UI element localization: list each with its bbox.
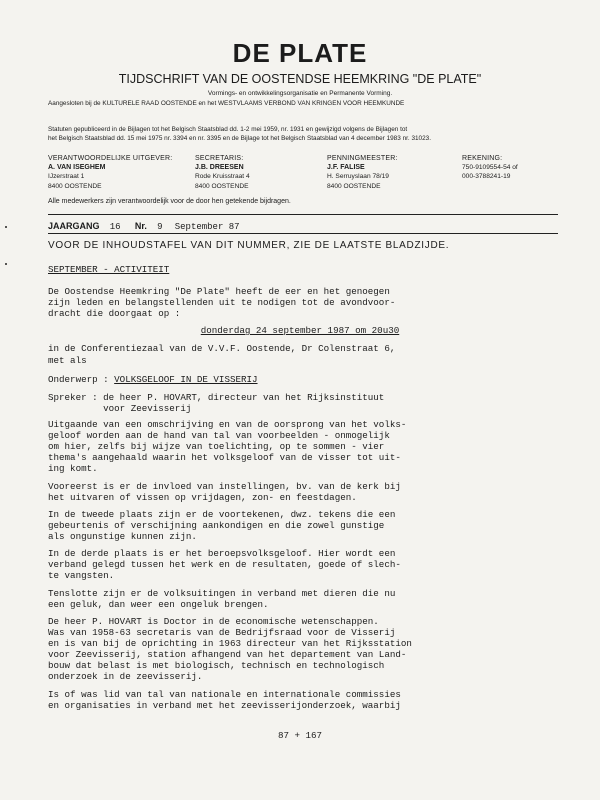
intro-line: zijn leden en belangstellenden uit te nodigen tot de avondvoor- (48, 297, 396, 308)
treasurer-heading: PENNINGMEESTER: (327, 155, 398, 162)
scan-mark (5, 263, 7, 265)
treasurer-street: H. Serruyslaan 78/19 (327, 173, 389, 181)
secretary-street: Rode Kruisstraat 4 (195, 173, 250, 181)
statutes-line-2: het Belgisch Staatsblad dd. 15 mei 1975 nr. 3394 en nr. 3395 en de Bijlage tot het Belgisch Staatsblad van 4 december 1983 nr. 31023. (48, 135, 431, 142)
jaargang-value: 16 (109, 222, 121, 232)
publisher-block (48, 154, 172, 191)
venue-line: met als (48, 355, 87, 366)
paragraph-line: Uitgaande van een omschrijving en van de oorsprong van het volks- (48, 419, 407, 430)
intro-line: De Oostendse Heemkring "De Plate" heeft de eer en het genoegen (48, 286, 390, 297)
divider-top (48, 214, 558, 215)
statutes-line-1: Statuten gepubliceerd in de Bijlagen tot het Belgisch Staatsblad dd. 1-2 mei 1959, nr. 1931 en gewijzigd volgens de Bijlagen tot (48, 126, 408, 133)
paragraph-line: onderzoek in de zeevisserij. (48, 671, 203, 682)
speaker-line: Spreker : de heer P. HOVART, directeur van het Rijksinstituut (48, 392, 385, 403)
intro-line: dracht die doorgaat op : (48, 308, 181, 319)
secretary-block (195, 154, 250, 191)
page-number: 87 + 167 (277, 730, 323, 741)
divider-bottom (48, 233, 558, 234)
paragraph-line: als ongunstige kunnen zijn. (48, 531, 197, 542)
treasurer-city: 8400 OOSTENDE (327, 182, 381, 190)
speaker-line: voor Zeevisserij (48, 403, 192, 414)
account-number-2: 000-3788241-19 (462, 173, 511, 181)
section-title: SEPTEMBER - ACTIVITEIT (48, 264, 170, 275)
organisation-tagline: Vormings- en ontwikkelingsorganisatie en Permanente Vorming. (207, 90, 393, 97)
paragraph-line: ing komt. (48, 463, 98, 474)
paragraph-line: Tenslotte zijn er de volksuitingen in verband met dieren die nu (48, 588, 396, 599)
issue-number-value: 9 (157, 222, 163, 232)
venue-line: in de Conferentiezaal van de V.V.F. Oostende, Dr Colenstraat 6, (48, 343, 396, 354)
issue-number-label: Nr. (134, 221, 147, 231)
issue-date: September 87 (174, 222, 240, 232)
jaargang-label: JAARGANG (48, 221, 100, 231)
paragraph-line: Was van 1958-63 secretaris van de Bedrijfsraad voor de Visserij (48, 627, 396, 638)
publisher-city: 8400 OOSTENDE (48, 182, 102, 190)
paragraph-line: voor Zeevisserij, station afhangend van het departement van Land- (48, 649, 407, 660)
paragraph-line: gebeurtenis of verschijning aankondigen en die zowel gunstige (48, 520, 385, 531)
paragraph-line: en is van bij de oprichting in 1963 directeur van het Rijksstation (48, 638, 412, 649)
treasurer-name: J.F. FALISE (327, 164, 365, 172)
paragraph-line: Vooreerst is er de invloed van instellingen, bv. van de kerk bij (48, 481, 401, 492)
paragraph-line: het uitvaren of vissen op vrijdagen, zon- en feestdagen. (48, 492, 357, 503)
paragraph-line: In de tweede plaats zijn er de voortekenen, dwz. tekens die een (48, 509, 396, 520)
publisher-name: A. VAN ISEGHEM (48, 164, 106, 172)
paragraph-line: een geluk, dan weer een ongeluk brengen. (48, 599, 269, 610)
paragraph-line: om hier, zelfs bij wijze van toelichting, op te sommen - vier (48, 441, 385, 452)
paragraph-line: De heer P. HOVART is Doctor in de economische wetenschappen. (48, 616, 379, 627)
account-block (462, 154, 518, 182)
publisher-heading: VERANTWOORDELIJKE UITGEVER: (48, 155, 173, 162)
subject-label: Onderwerp : (48, 374, 115, 385)
contents-notice: VOOR DE INHOUDSTAFEL VAN DIT NUMMER, ZIE DE LAATSTE BLADZIJDE. (48, 240, 450, 251)
subject-title: VOLKSGELOOF IN DE VISSERIJ (114, 374, 258, 385)
paragraph-line: thema's aangehaald waarin het volksgeloof van de visser tot uit- (48, 452, 401, 463)
account-heading: REKENING: (462, 155, 503, 162)
secretary-city: 8400 OOSTENDE (195, 182, 249, 190)
secretary-name: J.B. DREESEN (195, 164, 244, 172)
paragraph-line: bouw dat belast is met biologisch, technisch en technologisch (48, 660, 385, 671)
paragraph-line: geloof worden aan de hand van tal van voorbeelden - onmogelijk (48, 430, 390, 441)
publisher-street: IJzerstraat 1 (48, 173, 85, 181)
disclaimer: Alle medewerkers zijn verantwoordelijk voor de door hen getekende bijdragen. (48, 198, 291, 205)
scan-mark (5, 226, 7, 228)
paragraph-line: Is of was lid van tal van nationale en internationale commissies (48, 689, 401, 700)
issue-info (48, 221, 240, 232)
publication-title: DE PLATE (232, 38, 368, 68)
subject-line (48, 374, 258, 385)
treasurer-block (327, 154, 398, 191)
paragraph-line: en organisaties in verband met het zeevisserijonderzoek, waarbij (48, 700, 401, 711)
publication-subtitle: TIJDSCHRIFT VAN DE OOSTENDSE HEEMKRING "DE PLATE" (118, 72, 482, 86)
paragraph-line: te vangsten. (48, 570, 115, 581)
paragraph-line: In de derde plaats is er het beroepsvolksgeloof. Hier wordt een (48, 548, 396, 559)
account-number-1: 750-9109554-54 of (462, 164, 518, 172)
secretary-heading: SECRETARIS: (195, 155, 244, 162)
affiliation-line: Aangesloten bij de KULTURELE RAAD OOSTENDE en het WESTVLAAMS VERBOND VAN KRINGEN VOOR HEEMKUNDE (48, 100, 405, 107)
paragraph-line: verband gelegd tussen het werk en de resultaten, goede of slech- (48, 559, 401, 570)
event-date: donderdag 24 september 1987 om 20u30 (200, 325, 400, 336)
